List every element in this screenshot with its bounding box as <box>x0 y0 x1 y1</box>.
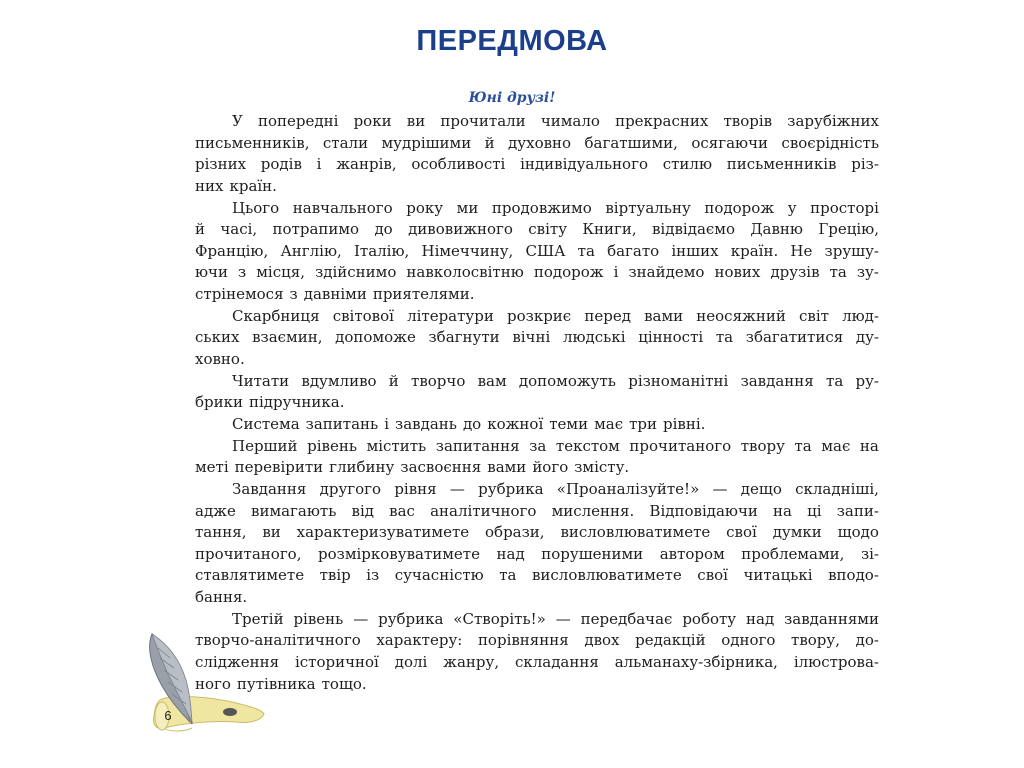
text-line: брики підручника. <box>195 393 345 412</box>
text-line: Скарбниця світової літератури розкриє перед вами неосяжний світ люд- <box>232 306 879 325</box>
text-line: тання, ви характеризуватимете образи, висловлюватимете свої думки щодо <box>195 523 879 542</box>
text-line: й часі, потрапимо до дивовижного світу Книги, відвідаємо Давню Грецію, <box>195 220 879 239</box>
text-line: ставлятимете твір із сучасністю та висловлюватимете свої читацькі вподо- <box>195 566 879 585</box>
body-text <box>195 111 879 695</box>
paragraph <box>195 436 879 479</box>
paragraph <box>195 609 879 696</box>
text-line: меті перевірити глибину засвоєння вами його змісту. <box>195 458 630 477</box>
page-number: 6 <box>164 708 172 723</box>
paragraph <box>195 371 879 414</box>
paragraph <box>195 198 879 306</box>
paragraph <box>195 414 879 436</box>
page-title: ПЕРЕДМОВА <box>416 25 608 57</box>
text-line: ного путівника тощо. <box>195 674 367 693</box>
text-line: письменників, стали мудрішими й духовно багатшими, осягаючи своєрідність <box>195 133 879 152</box>
text-line: адже вимагають від вас аналітичного мислення. Відповідаючи на ці запи- <box>195 501 879 520</box>
text-line: ючи з місця, здійснимо навколосвітню подорож і знайдемо нових друзів та зу- <box>195 263 879 282</box>
text-line: них країн. <box>195 176 277 195</box>
text-line: Францію, Англію, Італію, Німеччину, США та багато інших країн. Не зрушу- <box>195 241 879 260</box>
text-line: стрінемося з давніми приятелями. <box>195 285 475 304</box>
paragraph <box>195 306 879 371</box>
text-line: прочитаного, розмірковуватимете над порушеними автором проблемами, зі- <box>195 544 879 563</box>
text-line: Цього навчального року ми продовжимо віртуальну подорож у просторі <box>232 198 879 217</box>
paragraph <box>195 111 879 198</box>
text-line: бання. <box>195 588 248 607</box>
text-line: різних родів і жанрів, особливості індивідуального стилю письменників різ- <box>195 155 879 174</box>
text-line: творчо-аналітичного характеру: порівняння двох редакцій одного твору, до- <box>195 631 879 650</box>
text-line: Читати вдумливо й творчо вам допоможуть різноманітні завдання та ру- <box>232 371 879 390</box>
paragraph <box>195 479 879 609</box>
text-line: Система запитань і завдань до кожної теми має три рівні. <box>232 414 706 433</box>
text-line: Третій рівень — рубрика «Створіть!» — передбачає роботу над завданнями <box>232 609 879 628</box>
text-line: Перший рівень містить запитання за текстом прочитаного твору та має на <box>232 436 879 455</box>
page-subtitle: Юні друзі! <box>468 90 556 106</box>
text-line: Завдання другого рівня — рубрика «Проаналізуйте!» — дещо складніші, <box>232 479 879 498</box>
text-line: ховно. <box>195 350 245 369</box>
text-line: слідження історичної долі жанру, складання альманаху-збірника, ілюстрова- <box>195 653 879 672</box>
text-line: У попередні роки ви прочитали чимало прекрасних творів зарубіжних <box>232 112 879 130</box>
text-line: ських взаємин, допоможе збагнути вічні людські цінності та збагатитися ду- <box>195 328 879 347</box>
